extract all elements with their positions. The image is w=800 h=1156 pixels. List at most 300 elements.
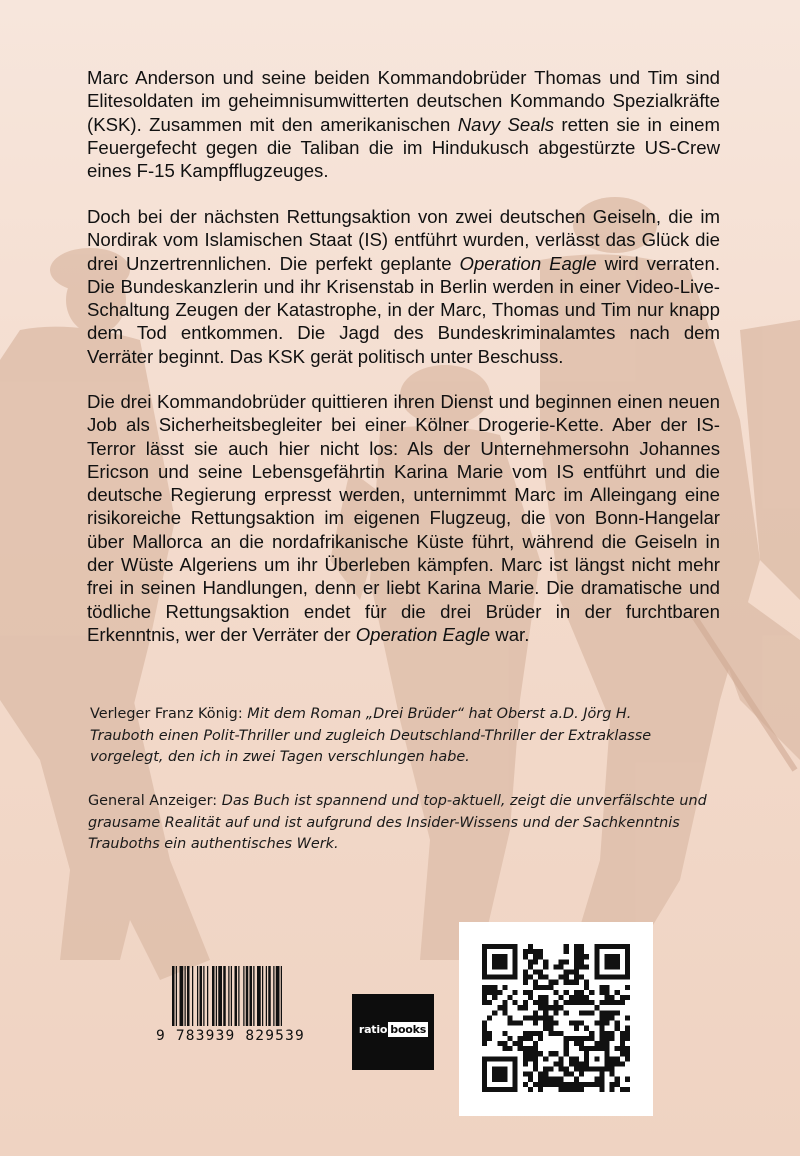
qr-module [553,1005,558,1010]
qr-module [553,1010,558,1015]
publisher-logo [352,994,434,1070]
qr-module [538,970,543,975]
barcode-bar [273,966,274,1026]
quote-line: Trauboth einen Polit-Thriller und zugleich Deutschland-Thriller der Extraklasse [90,727,652,744]
quote-line: Mit dem Roman „Drei Brüder“ hat Oberst a.D. Jörg H. [247,706,632,722]
barcode-bars [172,966,322,1026]
qr-module [518,1005,523,1010]
qr-module [579,975,584,980]
barcode-bar [180,966,184,1026]
logo-text-books: books [390,1023,427,1036]
barcode-bar [197,966,198,1026]
qr-module [574,949,579,954]
qr-module [533,1021,538,1026]
qr-module [584,1036,589,1041]
qr-module [604,1010,609,1015]
barcode-bar [235,966,238,1026]
qr-module [625,1056,630,1061]
qr-module [584,1010,589,1015]
barcode-bar [212,966,215,1026]
qr-module [482,995,487,1000]
qr-module [584,1000,589,1005]
qr-module [533,954,538,959]
qr-module [528,975,533,980]
quote-source: Verleger Franz König: [90,706,248,722]
qr-module [579,1021,584,1026]
qr-module [564,970,569,975]
qr-module [564,1010,569,1015]
qr-module [538,1036,543,1041]
qr-module [569,1000,574,1005]
qr-module [533,1061,538,1066]
qr-module [523,980,528,985]
qr-module [523,1082,528,1087]
qr-module [559,995,564,1000]
qr-module [559,964,564,969]
qr-module [574,964,579,969]
qr-module [543,959,548,964]
qr-module [584,980,589,985]
qr-module [620,1051,625,1056]
quote-line: grausame Realität auf und ist aufgrund des Insider-Wissens und der Sachkenntnis [88,814,680,831]
barcode-bar [223,966,226,1026]
barcode-bar [216,966,217,1026]
quote-source: General Anzeiger: [88,793,222,809]
qr-module [625,995,630,1000]
qr-module [513,1041,518,1046]
qr-module [492,990,497,995]
qr-module [599,1087,604,1092]
qr-module [528,949,533,954]
qr-module [502,1046,507,1051]
qr-module [559,975,564,980]
qr-module [579,1087,584,1092]
qr-module [599,1021,604,1026]
qr-module [564,1036,569,1041]
qr-module [574,995,579,1000]
qr-module [538,995,543,1000]
qr-module [543,1015,548,1020]
qr-module [497,990,502,995]
qr-module [559,1066,564,1071]
qr-module [625,1077,630,1082]
qr-module [553,990,558,995]
barcode-bar [187,966,190,1026]
qr-module [579,1046,584,1051]
quote-line: vorgelegt, den ich in zwei Tagen verschlungen habe. [90,749,470,765]
qr-module [528,995,533,1000]
qr-module [574,975,579,980]
qr-finder-pattern [604,954,619,969]
qr-module [502,1005,507,1010]
qr-module [533,970,538,975]
qr-module [548,1031,553,1036]
qr-module [528,1077,533,1082]
qr-module [533,949,538,954]
qr-module [559,959,564,964]
qr-module [574,970,579,975]
qr-module [574,1061,579,1066]
qr-module [620,1046,625,1051]
qr-module [615,1056,620,1061]
qr-module [482,1036,487,1041]
qr-module [548,1077,553,1082]
qr-module [538,1000,543,1005]
qr-module [528,1046,533,1051]
blurb-paragraph-1 [87,66,720,182]
qr-module [599,1072,604,1077]
qr-module [518,1041,523,1046]
qr-module [620,1031,625,1036]
qr-module [589,1010,594,1015]
qr-module [533,1015,538,1020]
qr-module [574,1077,579,1082]
qr-module [508,1046,513,1051]
italic-term: Operation Eagle [355,623,491,645]
qr-module [589,1036,594,1041]
qr-module [553,1051,558,1056]
qr-module [625,1051,630,1056]
barcode-bar [281,966,282,1026]
qr-module [564,1051,569,1056]
qr-module [482,1026,487,1031]
qr-module [594,1041,599,1046]
qr-module [594,1021,599,1026]
text-run: war. [490,623,530,645]
qr-module [610,1015,615,1020]
qr-module [559,1082,564,1087]
barcode-bar [250,966,253,1026]
qr-code-modules [482,944,630,1092]
qr-module [482,985,487,990]
barcode-bar [243,966,244,1026]
qr-module [523,1072,528,1077]
qr-module [543,1026,548,1031]
qr-module [574,1087,579,1092]
qr-module [538,1082,543,1087]
qr-module [487,985,492,990]
qr-module [553,1077,558,1082]
qr-module [615,1021,620,1026]
barcode-bar [172,966,175,1026]
barcode-bar [268,966,271,1026]
qr-module [604,990,609,995]
qr-module [579,995,584,1000]
qr-module [523,970,528,975]
qr-module [579,954,584,959]
qr-module [543,1010,548,1015]
qr-module [594,1077,599,1082]
qr-module [620,1041,625,1046]
qr-module [559,1031,564,1036]
qr-module [523,1036,528,1041]
qr-module [564,1041,569,1046]
qr-module [528,1072,533,1077]
barcode-bar [228,966,229,1026]
qr-module [579,964,584,969]
qr-module [548,1082,553,1087]
italic-term: Operation Eagle [459,252,597,274]
barcode-bar [185,966,186,1026]
qr-module [615,1082,620,1087]
qr-module [543,1082,548,1087]
qr-module [533,1046,538,1051]
qr-module [610,1031,615,1036]
qr-module [528,964,533,969]
qr-module [553,964,558,969]
qr-module [625,985,630,990]
qr-module [589,990,594,995]
barcode-bar [266,966,267,1026]
qr-module [538,949,543,954]
qr-module [579,944,584,949]
qr-module [543,1021,548,1026]
text-run: retten sie in einem Feuergefecht gegen die Taliban die im Hindukusch abgestürzte US-Crew eines F-15 Kampfflugzeuges. [87,113,720,182]
qr-module [548,1051,553,1056]
qr-module [610,1072,615,1077]
qr-module [579,990,584,995]
qr-module [604,985,609,990]
qr-module [502,1000,507,1005]
qr-module [599,990,604,995]
logo-text-ratio: ratio [358,1023,388,1036]
qr-module [523,949,528,954]
qr-module [553,1061,558,1066]
qr-module [538,1072,543,1077]
qr-module [543,995,548,1000]
qr-module [513,990,518,995]
qr-module [538,1077,543,1082]
barcode-bar [276,966,280,1026]
qr-module [604,1036,609,1041]
qr-module [579,1072,584,1077]
qr-module [599,1026,604,1031]
qr-module [610,1000,615,1005]
qr-module [533,959,538,964]
qr-module [599,1000,604,1005]
italic-term: Navy Seals [457,113,554,135]
qr-module [604,995,609,1000]
qr-module [625,1031,630,1036]
qr-module [533,1051,538,1056]
qr-module [594,1082,599,1087]
qr-module [569,1072,574,1077]
qr-module [569,995,574,1000]
qr-module [610,1061,615,1066]
qr-module [574,1000,579,1005]
qr-module [564,1087,569,1092]
qr-module [584,1082,589,1087]
qr-module [538,975,543,980]
qr-module [528,944,533,949]
qr-module [508,1015,513,1020]
qr-module [615,1061,620,1066]
qr-module [513,1000,518,1005]
qr-module [579,959,584,964]
qr-module [564,990,569,995]
barcode-bar [207,966,208,1026]
qr-module [574,1041,579,1046]
blurb-paragraph-2 [87,205,720,368]
qr-module [579,1061,584,1066]
qr-module [610,1082,615,1087]
barcode-bar [231,966,232,1026]
qr-module [543,1066,548,1071]
text-run: Marc Anderson und seine beiden Kommandobrüder Thomas und Tim sind Elitesoldaten im geheimnisumwitterten deutschen Kommando Spezialkräfte (KSK). Zusammen mit den amerikanischen [87,67,720,135]
qr-module [564,980,569,985]
qr-module [569,1082,574,1087]
qr-module [569,980,574,985]
qr-module [543,1005,548,1010]
qr-module [564,1066,569,1071]
qr-module [508,1021,513,1026]
qr-module [502,1031,507,1036]
qr-module [604,1021,609,1026]
qr-module [518,1021,523,1026]
qr-module [610,1036,615,1041]
qr-module [584,985,589,990]
qr-module [482,1031,487,1036]
qr-module [559,1005,564,1010]
qr-module [569,1061,574,1066]
qr-module [599,1077,604,1082]
qr-module [579,1036,584,1041]
barcode-bar [176,966,177,1026]
qr-module [538,1087,543,1092]
qr-module [528,1015,533,1020]
qr-module [615,1077,620,1082]
qr-module [620,1061,625,1066]
qr-module [523,1000,528,1005]
qr-module [620,1036,625,1041]
qr-module [604,1041,609,1046]
barcode-bar [200,966,203,1026]
qr-module [564,1000,569,1005]
qr-module [528,1031,533,1036]
qr-module [487,1000,492,1005]
qr-module [559,1061,564,1066]
qr-module [599,1015,604,1020]
qr-module [569,1036,574,1041]
qr-module [610,1056,615,1061]
qr-module [502,1041,507,1046]
qr-module [533,1000,538,1005]
qr-module [620,1087,625,1092]
qr-module [543,985,548,990]
barcode-bar [238,966,239,1026]
qr-module [523,1046,528,1051]
qr-module [599,1082,604,1087]
qr-module [604,1000,609,1005]
qr-module [487,1015,492,1020]
qr-module [574,990,579,995]
qr-finder-pattern [492,1066,507,1081]
barcode-bar [246,966,249,1026]
qr-module [538,1005,543,1010]
blurb-paragraph-3 [87,390,720,646]
qr-module [528,1087,533,1092]
qr-module [574,1036,579,1041]
qr-module [604,1031,609,1036]
qr-module [584,954,589,959]
qr-module [604,1015,609,1020]
qr-module [548,1066,553,1071]
text-run: wird verraten. Die Bundeskanzlerin und ihr Krisenstab in Berlin werden in einer Video-Live-Schaltung Zeugen der Katastrophe, in der Marc, Thomas und Tim nur knapp dem Tod entkommen. Die Jagd des Bundeskriminalamtes nach dem Verräter beginnt. Das KSK gerät politisch unter Beschuss. [87,252,720,367]
qr-module [492,985,497,990]
qr-module [620,1000,625,1005]
qr-module [559,1077,564,1082]
qr-module [615,990,620,995]
qr-module [538,954,543,959]
qr-module [528,1056,533,1061]
qr-module [589,1000,594,1005]
qr-module [625,1026,630,1031]
qr-module [492,1010,497,1015]
barcode-bar [218,966,222,1026]
qr-module [599,1010,604,1015]
qr-module [574,1082,579,1087]
qr-module [569,1056,574,1061]
qr-module [523,1005,528,1010]
quote-line: Trauboths ein authentisches Werk. [88,836,339,852]
qr-module [497,1005,502,1010]
qr-module [574,1026,579,1031]
qr-module [610,1066,615,1071]
qr-module [559,1056,564,1061]
qr-module [625,1046,630,1051]
qr-module [574,944,579,949]
qr-module [543,1056,548,1061]
qr-module [538,1051,543,1056]
qr-module [574,1056,579,1061]
qr-module [564,975,569,980]
qr-module [569,970,574,975]
qr-module [610,1010,615,1015]
qr-module [594,1005,599,1010]
barcode-bar [203,966,204,1026]
barcode-bar [192,966,193,1026]
qr-module [508,995,513,1000]
qr-module [548,1021,553,1026]
quote-line: Das Buch ist spannend und top-aktuell, zeigt die unverfälschte und [221,793,707,809]
qr-module [625,1036,630,1041]
qr-module [533,1056,538,1061]
qr-module [508,1036,513,1041]
qr-module [553,1082,558,1087]
qr-module [513,1021,518,1026]
qr-module [543,975,548,980]
qr-module [574,954,579,959]
qr-module [528,959,533,964]
qr-module [487,1036,492,1041]
qr-module [533,980,538,985]
qr-module [574,1021,579,1026]
qr-module [523,990,528,995]
qr-module [538,985,543,990]
qr-module [599,1031,604,1036]
qr-module [610,995,615,1000]
qr-module [487,1031,492,1036]
qr-module [548,980,553,985]
qr-module [564,959,569,964]
qr-module [548,1026,553,1031]
qr-module [492,995,497,1000]
qr-module [579,1000,584,1005]
qr-module [548,1005,553,1010]
qr-module [533,1041,538,1046]
qr-module [533,985,538,990]
qr-module [553,1031,558,1036]
